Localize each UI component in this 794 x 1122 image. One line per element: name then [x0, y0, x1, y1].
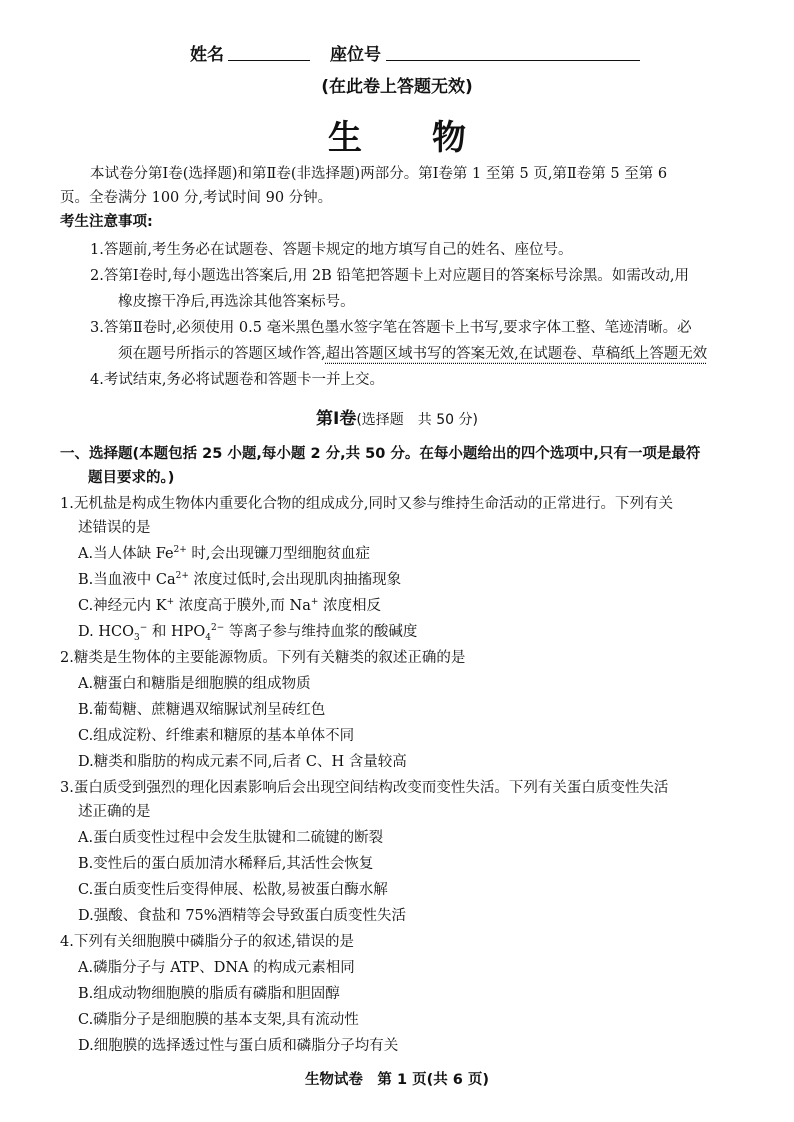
- q1-c-sup: +: [166, 597, 175, 608]
- section-subtitle: (选择题 共 50 分): [356, 412, 478, 428]
- note-3-line-2: [118, 344, 794, 364]
- q1-a-text: A.当人体缺 Fe: [78, 546, 174, 562]
- q3-stem-line-2: 述正确的是: [78, 804, 151, 820]
- q4-option-d: D.细胞膜的选择透过性与蛋白质和磷脂分子均有关: [78, 1038, 399, 1054]
- q1-b-text: B.当血液中 Ca: [78, 572, 176, 588]
- q2-stem: 2.糖类是生物体的主要能源物质。下列有关糖类的叙述正确的是: [60, 650, 466, 666]
- q2-option-d: D.糖类和脂肪的构成元素不同,后者 C、H 含量较高: [78, 754, 407, 770]
- q1-d-text: D. HCO: [78, 624, 134, 640]
- page-footer: 生物试卷 第 1 页(共 6 页): [304, 1072, 490, 1088]
- note-4: 4.考试结束,务必将试题卷和答题卡一并上交。: [90, 372, 384, 388]
- q1-d-sup-2: 2−: [211, 623, 225, 634]
- exam-title: 生物: [328, 118, 536, 158]
- seat-blank-line: [386, 60, 640, 61]
- note-3-line-1: 3.答第Ⅱ卷时,必须使用 0.5 毫米黑色墨水签字笔在答题卡上书写,要求字体工整、笔迹清晰。必: [90, 320, 692, 336]
- q1-option-a: [78, 544, 778, 564]
- q2-option-c: C.组成淀粉、纤维素和糖原的基本单体不同: [78, 728, 355, 744]
- intro-line-2: 页。全卷满分 100 分,考试时间 90 分钟。: [60, 190, 333, 206]
- q1-c-text-2: 浓度高于膜外,而 Na: [174, 598, 311, 614]
- q1-d-text-3: 等离子参与维持血浆的酸碱度: [224, 624, 418, 640]
- q4-option-a: A.磷脂分子与 ATP、DNA 的构成元素相同: [78, 960, 355, 976]
- invalid-note: (在此卷上答题无效): [321, 77, 473, 97]
- q2-option-b: B.葡萄糖、蔗糖遇双缩脲试剂呈砖红色: [78, 702, 326, 718]
- part1-heading-line-2: 题目要求的。): [88, 470, 175, 486]
- q1-a-sup: 2+: [173, 545, 187, 556]
- q4-stem: 4.下列有关细胞膜中磷脂分子的叙述,错误的是: [60, 934, 354, 950]
- note-3-text: 须在题号所指示的答题区域作答,: [118, 346, 326, 362]
- seat-label: 座位号: [330, 45, 381, 65]
- q2-option-a: A.糖蛋白和糖脂是细胞膜的组成物质: [78, 676, 311, 692]
- q3-option-c: C.蛋白质变性后变得伸展、松散,易被蛋白酶水解: [78, 882, 388, 898]
- q1-b-text-2: 浓度过低时,会出现肌肉抽搐现象: [188, 572, 402, 588]
- q1-option-b: [78, 570, 778, 590]
- notes-heading: 考生注意事项:: [60, 214, 153, 230]
- name-blank-line: [228, 60, 310, 61]
- q1-option-c: [78, 596, 778, 616]
- q1-d-sup: −: [139, 623, 148, 634]
- intro-line-1: 本试卷分第Ⅰ卷(选择题)和第Ⅱ卷(非选择题)两部分。第Ⅰ卷第 1 至第 5 页,第Ⅱ卷第 5 至第 6: [90, 166, 668, 182]
- section-title: [0, 404, 794, 429]
- q4-option-b: B.组成动物细胞膜的脂质有磷脂和胆固醇: [78, 986, 340, 1002]
- q1-b-sup: 2+: [175, 571, 189, 582]
- part1-heading-line-1: 一、选择题(本题包括 25 小题,每小题 2 分,共 50 分。在每小题给出的四个选项中,只有一项是最符: [60, 446, 701, 462]
- q4-option-c: C.磷脂分子是细胞膜的基本支架,具有流动性: [78, 1012, 359, 1028]
- q1-stem-line-1: 1.无机盐是构成生物体内重要化合物的组成成分,同时又参与维持生命活动的正常进行。下列有关: [60, 496, 673, 512]
- q1-a-text-2: 时,会出现镰刀型细胞贫血症: [186, 546, 371, 562]
- candidate-info: [190, 40, 650, 70]
- q1-option-d: [78, 622, 778, 642]
- q3-option-a: A.蛋白质变性过程中会发生肽键和二硫键的断裂: [78, 830, 384, 846]
- note-1: 1.答题前,考生务必在试题卷、答题卡规定的地方填写自己的姓名、座位号。: [90, 242, 573, 258]
- q1-d-sub: 3: [133, 632, 140, 642]
- q3-stem-line-1: 3.蛋白质受到强烈的理化因素影响后会出现空间结构改变而变性失活。下列有关蛋白质变性失活: [60, 780, 669, 796]
- q1-c-text: C.神经元内 K: [78, 598, 167, 614]
- note-2-line-2: 橡皮擦干净后,再选涂其他答案标号。: [118, 294, 355, 310]
- q1-c-sup-2: +: [310, 597, 319, 608]
- note-2-line-1: 2.答第Ⅰ卷时,每小题选出答案后,用 2B 铅笔把答题卡上对应题目的答案标号涂黑。如需改动,用: [90, 268, 689, 284]
- name-label: 姓名: [190, 45, 224, 65]
- q3-option-d: D.强酸、食盐和 75%酒精等会导致蛋白质变性失活: [78, 908, 407, 924]
- q1-d-text-2: 和 HPO: [147, 624, 206, 640]
- q1-c-text-3: 浓度相反: [318, 598, 382, 614]
- q1-d-sub-2: 4: [205, 632, 211, 642]
- q1-stem-line-2: 述错误的是: [78, 520, 151, 536]
- section-name: 第Ⅰ卷: [316, 409, 357, 429]
- q3-option-b: B.变性后的蛋白质加清水稀释后,其活性会恢复: [78, 856, 374, 872]
- note-3-emphasis: 超出答题区域书写的答案无效,在试题卷、草稿纸上答题无效: [325, 346, 708, 362]
